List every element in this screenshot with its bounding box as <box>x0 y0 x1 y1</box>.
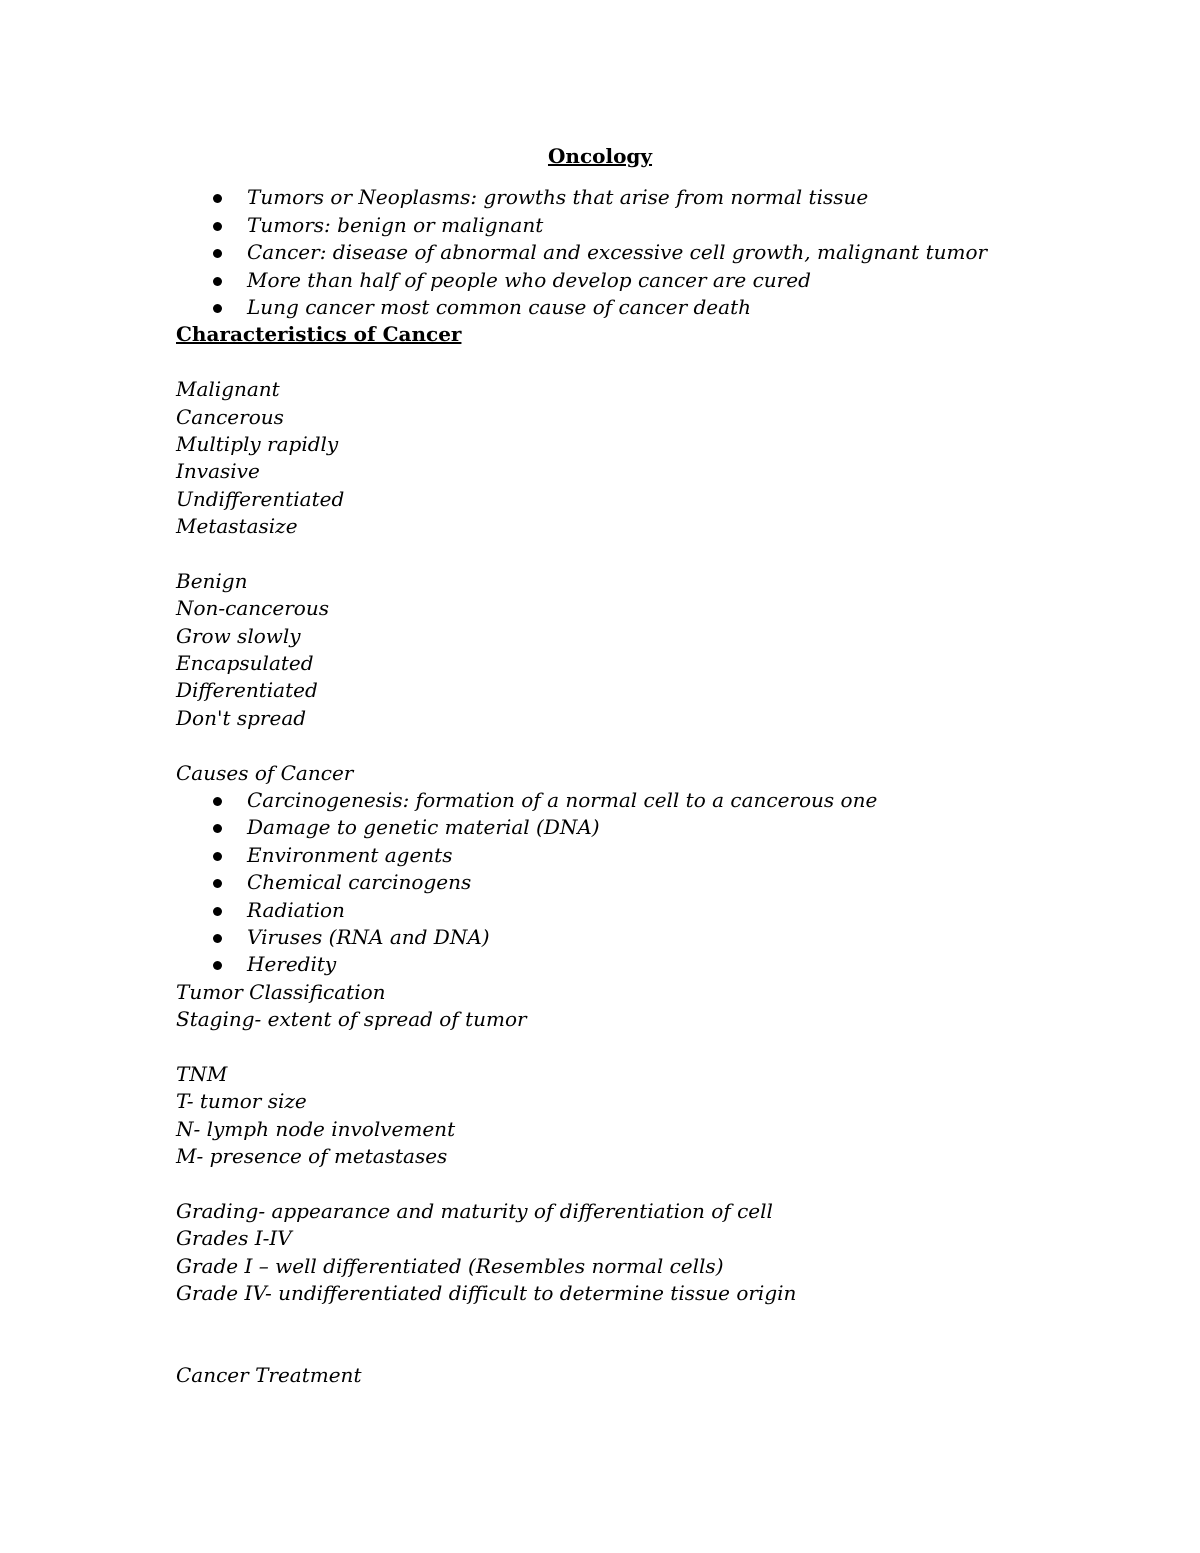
causes-heading: Causes of Cancer <box>176 760 354 785</box>
list-item: T- tumor size <box>176 1089 307 1114</box>
list-item: Cancer: disease of abnormal and excessive cell growth, malignant tumor <box>176 239 1076 266</box>
list-item: Multiply rapidly <box>176 431 339 456</box>
tnm-list <box>176 1061 1076 1171</box>
bullet-icon <box>213 824 222 833</box>
list-item: Undifferentiated <box>176 486 345 511</box>
document-page <box>176 140 1076 1390</box>
list-item: Tumors or Neoplasms: growths that arise from normal tissue <box>176 184 1076 211</box>
staging-line: Staging- extent of spread of tumor <box>176 1007 527 1032</box>
list-item: Damage to genetic material (DNA) <box>176 814 1076 841</box>
intro-bullet-list <box>176 184 1076 321</box>
list-item: Metastasize <box>176 514 298 539</box>
list-item: Grade IV- undifferentiated difficult to determine tissue origin <box>176 1281 797 1306</box>
bullet-icon <box>213 304 222 313</box>
benign-list <box>176 568 1076 732</box>
list-item: Chemical carcinogens <box>176 869 1076 896</box>
grading-list <box>176 1198 1076 1308</box>
list-item: Benign <box>176 568 248 593</box>
spacer <box>176 540 1076 567</box>
list-item: Grades I-IV <box>176 1226 292 1251</box>
spacer <box>176 1335 1076 1362</box>
list-item: More than half of people who develop cancer are cured <box>176 267 1076 294</box>
list-item: Tumors: benign or malignant <box>176 212 1076 239</box>
bullet-icon <box>213 797 222 806</box>
bullet-icon <box>213 934 222 943</box>
malignant-list <box>176 376 1076 540</box>
spacer <box>176 1307 1076 1334</box>
bullet-icon <box>213 907 222 916</box>
tumor-classification-heading: Tumor Classification <box>176 979 386 1004</box>
list-item: Heredity <box>176 951 1076 978</box>
list-item: Lung cancer most common cause of cancer death <box>176 294 1076 321</box>
bullet-icon <box>213 852 222 861</box>
spacer <box>176 732 1076 759</box>
characteristics-heading: Characteristics of Cancer <box>176 322 462 347</box>
cancer-treatment-heading: Cancer Treatment <box>176 1363 362 1388</box>
bullet-icon <box>213 879 222 888</box>
bullet-icon <box>213 961 222 970</box>
list-item: TNM <box>176 1061 228 1086</box>
list-item: Malignant <box>176 377 280 402</box>
spacer <box>176 1170 1076 1197</box>
spacer <box>176 349 1076 376</box>
list-item: Carcinogenesis: formation of a normal cell to a cancerous one <box>176 787 1076 814</box>
bullet-icon <box>213 249 222 258</box>
list-item: Encapsulated <box>176 651 314 676</box>
list-item: Grading- appearance and maturity of differentiation of cell <box>176 1198 773 1223</box>
list-item: Grow slowly <box>176 623 301 648</box>
bullet-icon <box>213 194 222 203</box>
list-item: Don't spread <box>176 705 307 730</box>
list-item: Invasive <box>176 459 260 484</box>
list-item: Radiation <box>176 897 1076 924</box>
list-item: Cancerous <box>176 404 284 429</box>
bullet-icon <box>213 222 222 231</box>
list-item: Non-cancerous <box>176 596 329 621</box>
list-item: Viruses (RNA and DNA) <box>176 924 1076 951</box>
list-item: Differentiated <box>176 678 318 703</box>
document-title: Oncology <box>547 144 653 168</box>
spacer <box>176 1034 1076 1061</box>
bullet-icon <box>213 277 222 286</box>
list-item: M- presence of metastases <box>176 1144 448 1169</box>
list-item: Grade I – well differentiated (Resembles normal cells) <box>176 1253 724 1278</box>
causes-bullet-list <box>176 787 1076 979</box>
list-item: N- lymph node involvement <box>176 1116 456 1141</box>
list-item: Environment agents <box>176 842 1076 869</box>
